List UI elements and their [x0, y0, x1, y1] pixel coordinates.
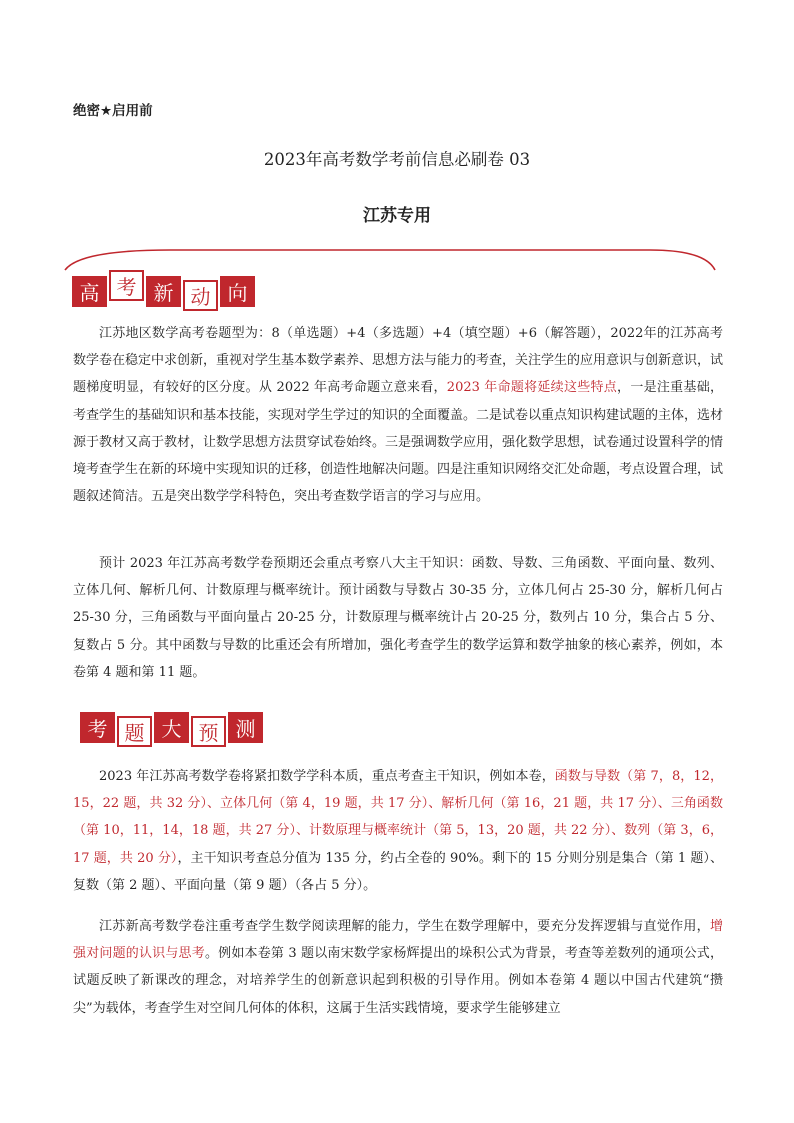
tag-char: 题 [117, 716, 152, 747]
page-title: 2023年高考数学考前信息必刷卷 03 [263, 150, 531, 169]
paragraph-key-topics: 2023 年江苏高考数学卷将紧扣数学学科本质，重点考查主干知识，例如本卷，函数与导数（第 7，8，12，15，22 题，共 32 分）、立体几何（第 4，19 题，共 17 分）、解析几何（第 16，21 题，共 17 分）、三角函数（第 10，11，14，18 题，共 27 分）、计数原理与概率统计（第 5，13，20 题，共 22 分）、数列（第 3，6，17 题，共 20 分），主干知识考查总分值为 135 分，约占全卷的 90%。剩下的 15 分则分别是集合（第 1 题）、复数（第 2 题）、平面向量（第 9 题）（各占 5 分）。 [73, 769, 724, 893]
confidential-label: 绝密★启用前 [73, 103, 153, 119]
tag-char: 考 [109, 270, 144, 301]
section-tag-gaokao-trends [72, 270, 257, 311]
tag-char: 大 [154, 712, 189, 743]
paragraph-trends: 江苏地区数学高考卷题型为：8（单选题）+4（多选题）+4（填空题）+6（解答题），2022年的江苏高考数学卷在稳定中求创新，重视对学生基本数学素养、思想方法与能力的考查，关注学生的应用意识与创新意识，试题梯度明显，有较好的区分度。从 2022 年高考命题立意来看，2023 年命题将延续这些特点，一是注重基础，考查学生的基础知识和基本技能，实现对学生学过的知识的全面覆盖。二是试卷以重点知识构建试题的主体，选材源于教材又高于教材，让数学思想方法贯穿试卷始终。三是强调数学应用，强化数学思想，试卷通过设置科学的情境考查学生在新的环境中实现知识的迁移，创造性地解决问题。四是注重知识网络交汇处命题，考点设置合理，试题叙述简洁。五是突出数学学科特色，突出考查数学语言的学习与应用。 [73, 326, 724, 505]
page-subtitle: 江苏专用 [363, 206, 431, 226]
tag-char: 预 [191, 716, 226, 747]
section-tag-exam-prediction [80, 706, 265, 747]
paragraph-forecast: 预计 2023 年江苏高考数学卷预期还会重点考察八大主干知识：函数、导数、三角函数、平面向量、数列、立体几何、解析几何、计数原理与概率统计。预计函数与导数占 30-35 分，立体几何占 25-30 分，解析几何占 25-30 分，三角函数与平面向量占 20-25 分，计数原理与概率统计占 20-25 分，数列占 10 分，集合占 5 分、复数占 5 分。其中函数与导数的比重还会有所增加，强化考查学生的数学运算和数学抽象的核心素养，例如，本卷第 4 题和第 11 题。 [73, 556, 723, 680]
tag-char: 新 [146, 276, 181, 307]
tag-char: 动 [183, 280, 218, 311]
tag-char: 考 [80, 712, 115, 743]
tag-char: 高 [72, 276, 107, 307]
tag-char: 测 [228, 712, 263, 743]
tag-char: 向 [220, 276, 255, 307]
paragraph-reading-ability: 江苏新高考数学卷注重考查学生数学阅读理解的能力，学生在数学理解中，要充分发挥逻辑与直觉作用，增强对问题的认识与思考。例如本卷第 3 题以南宋数学家杨辉提出的垛积公式为背景，考查等差数列的通项公式，试题反映了新课改的理念，对培养学生的创新意识起到积极的引导作用。例如本卷第 4 题以中国古代建筑“攒尖”为载体，考查学生对空间几何体的体积，这属于生活实践情境，要求学生能够建立 [73, 919, 723, 1016]
